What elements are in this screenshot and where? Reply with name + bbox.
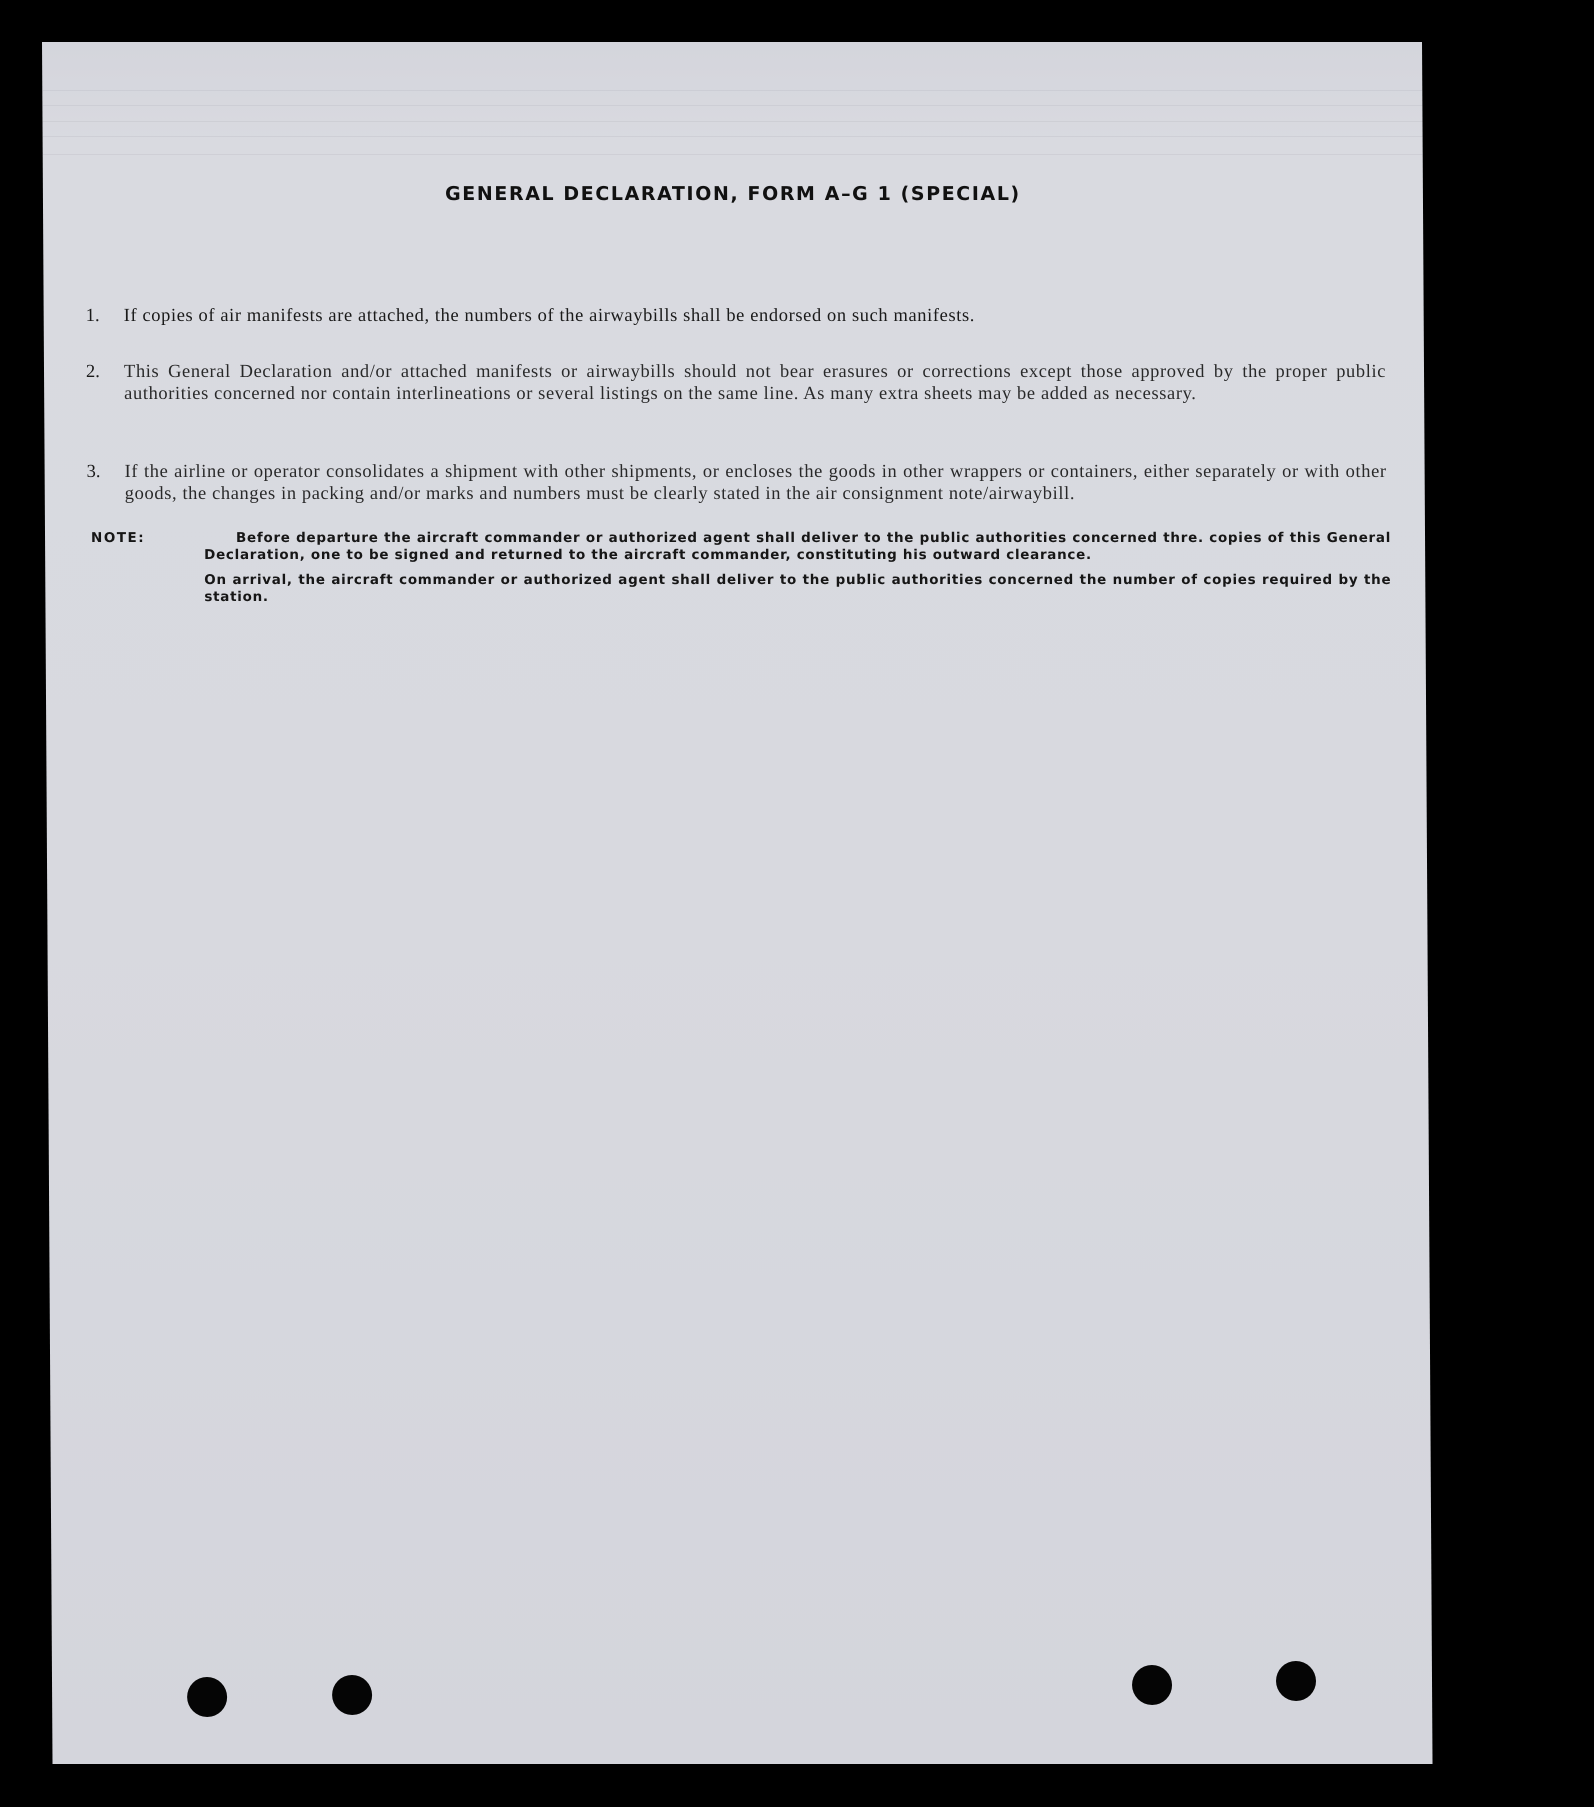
item-text: This General Declaration and/or attached manifests or airwaybills should not bear erasures or corrections except those approved by the proper public authorities concerned nor contain interlineations or several listings on the same line. As many extra sheets may be added as necessary. [123,362,1387,404]
document-page [42,42,1433,1764]
note-paragraph-departure: Before departure the aircraft commander or authorized agent shall deliver to the public authorities concerned thre. copies of this General Declaration, one to be signed and returned to the aircraft commander, constituting his outward clearance. [204,530,1392,563]
punch-hole [187,1677,227,1717]
item-text: If copies of air manifests are attached, the numbers of the airwaybills shall be endorsed on such manifests. [123,306,976,326]
note-paragraph-arrival: On arrival, the aircraft commander or authorized agent shall deliver to the public authorities concerned the number of copies required by the station. [204,572,1392,605]
form-title: GENERAL DECLARATION, FORM A–G 1 (SPECIAL) [445,183,1021,205]
instruction-item-3 [87,461,1387,505]
punch-hole [1276,1661,1316,1701]
note-section [91,530,1391,606]
instruction-item-2 [86,361,1386,405]
instruction-item-1 [86,305,1386,327]
item-text: If the airline or operator consolidates a shipment with other shipments, or encloses the goods in other wrappers or containers, either separately or with other goods, the changes in packing and/or marks and numbers must be clearly stated in the air consignment note/airwaybill. [124,462,1387,504]
item-number: 3. [86,462,101,482]
punch-hole [1132,1665,1172,1705]
item-number: 2. [85,362,100,382]
note-label: NOTE: [90,530,146,546]
punch-hole [332,1675,372,1715]
item-number: 1. [85,306,100,326]
